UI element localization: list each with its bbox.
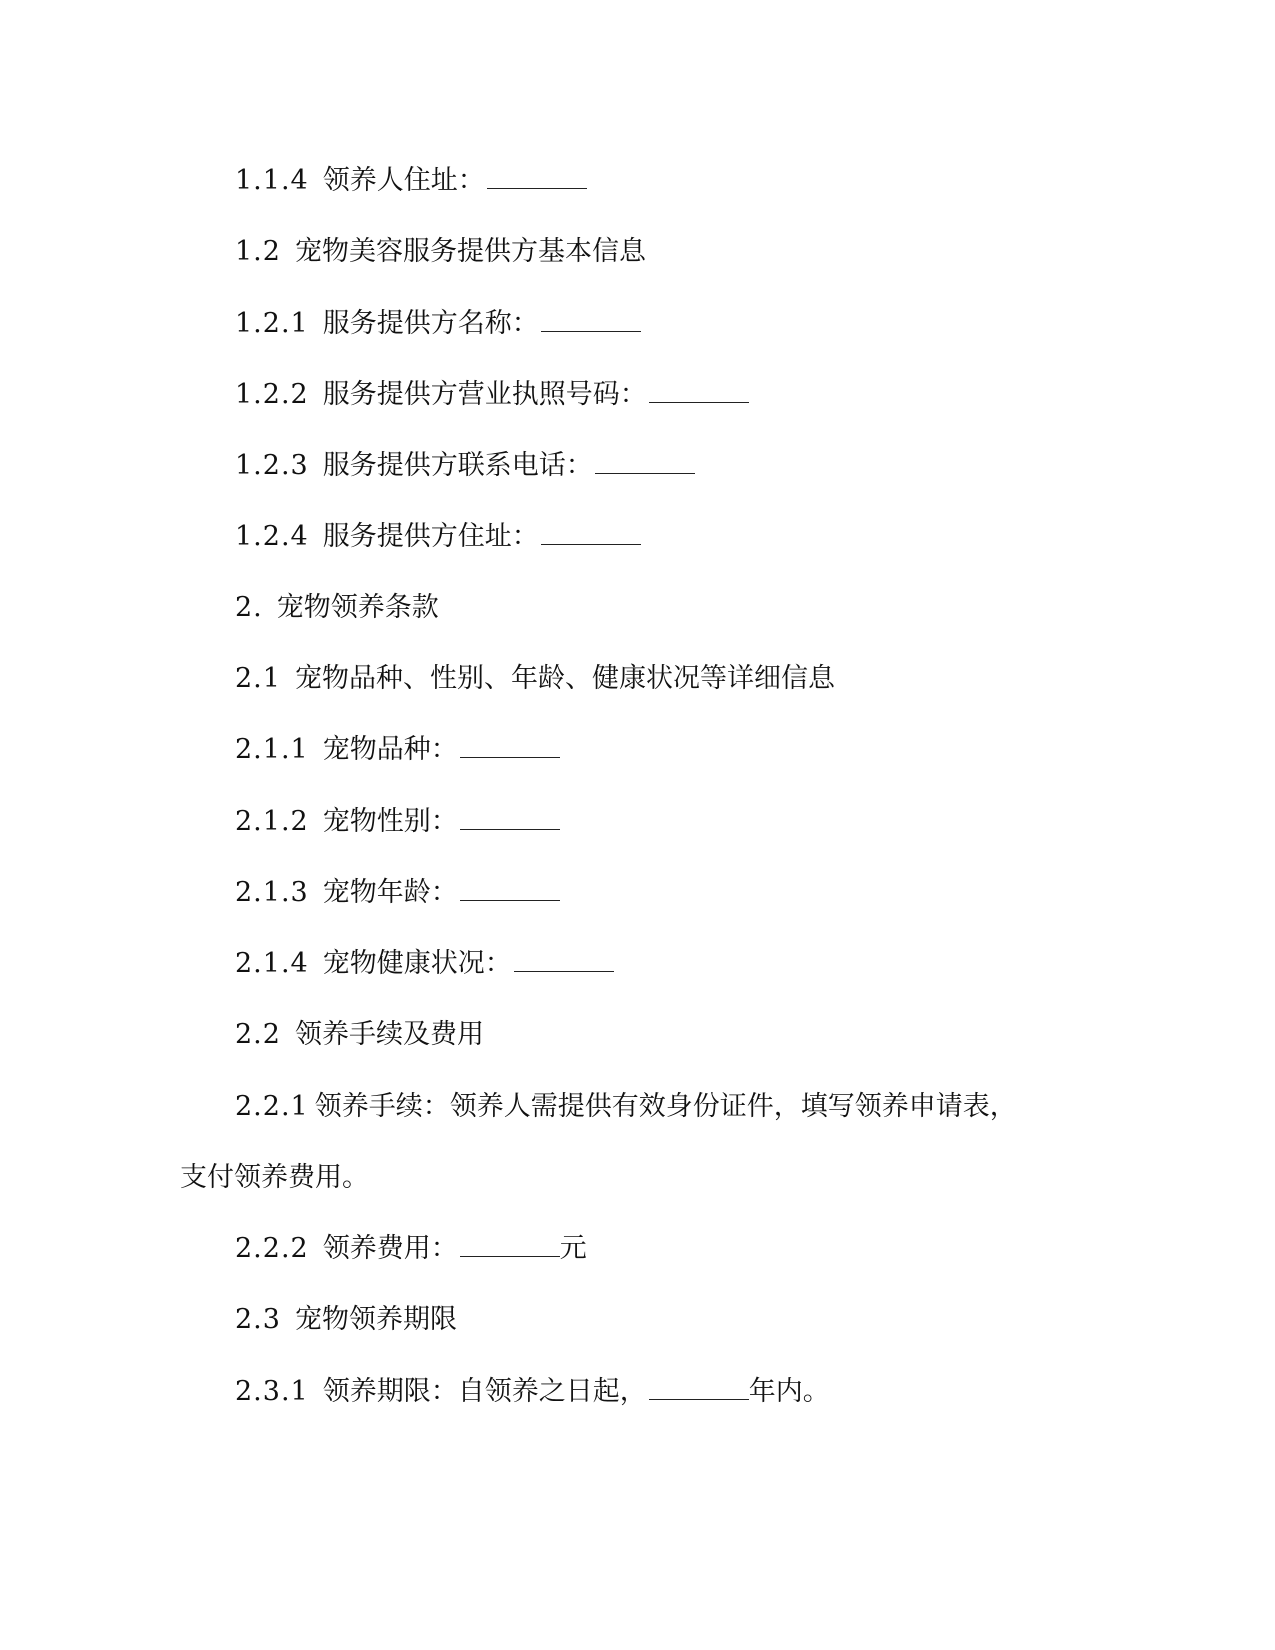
clause-heading: 宠物领养期限 xyxy=(294,1304,457,1335)
clause-number: 2.1.3 xyxy=(235,877,309,908)
clause-text: 宠物性别： xyxy=(322,806,458,837)
line-1-2-1 xyxy=(235,307,641,341)
clause-number: 2.1.2 xyxy=(235,806,309,837)
clause-number: 1.2.1 xyxy=(235,308,309,339)
line-1-2-3 xyxy=(235,449,695,483)
fill-blank xyxy=(514,947,614,972)
clause-number: 2.2.2 xyxy=(235,1233,309,1264)
clause-number: 2.1 xyxy=(235,663,281,694)
line-2-1-3 xyxy=(235,876,560,910)
clause-number: 2.1.4 xyxy=(235,948,309,979)
clause-text: 宠物年龄： xyxy=(322,877,458,908)
clause-number: 2.3.1 xyxy=(235,1376,309,1407)
fill-blank xyxy=(460,1232,560,1257)
fill-blank xyxy=(541,520,641,545)
clause-heading: 宠物领养条款 xyxy=(276,592,439,623)
fill-blank xyxy=(460,733,560,758)
clause-text: 服务提供方联系电话： xyxy=(322,450,593,481)
clause-heading: 宠物美容服务提供方基本信息 xyxy=(294,236,646,267)
clause-number: 1.2 xyxy=(235,236,281,267)
clause-text: 服务提供方住址： xyxy=(322,521,539,552)
clause-text: 服务提供方名称： xyxy=(322,308,539,339)
line-2-3-1 xyxy=(235,1375,830,1409)
clause-number: 1.2.2 xyxy=(235,379,309,410)
clause-number: 2.1.1 xyxy=(235,734,309,765)
clause-heading: 宠物品种、性别、年龄、健康状况等详细信息 xyxy=(294,663,835,694)
line-2-1-2 xyxy=(235,805,560,839)
clause-number: 2.2.1 xyxy=(235,1091,309,1122)
line-1-2 xyxy=(235,235,646,269)
fill-blank xyxy=(595,449,695,474)
clause-number: 1.2.4 xyxy=(235,521,309,552)
fill-blank xyxy=(649,378,749,403)
clause-text: 宠物品种： xyxy=(322,734,458,765)
clause-text: 服务提供方营业执照号码： xyxy=(322,379,647,410)
line-2-2 xyxy=(235,1018,484,1052)
fill-blank xyxy=(487,164,587,189)
clause-text: 领养期限：自领养之日起， xyxy=(322,1376,647,1407)
line-2-3 xyxy=(235,1303,457,1337)
clause-text: 支付领养费用。 xyxy=(180,1162,369,1193)
fill-blank xyxy=(649,1375,749,1400)
fill-blank xyxy=(460,876,560,901)
line-2-2-2 xyxy=(235,1232,587,1266)
clause-number: 1.2.3 xyxy=(235,450,309,481)
clause-text: 领养手续：领养人需提供有效身份证件，填写领养申请表， xyxy=(314,1091,1017,1122)
line-1-1-4 xyxy=(235,164,587,198)
clause-suffix: 元 xyxy=(559,1233,587,1264)
clause-number: 2.2 xyxy=(235,1019,281,1050)
line-2-1-1 xyxy=(235,733,560,767)
line-2-1-4 xyxy=(235,947,614,981)
fill-blank xyxy=(541,307,641,332)
clause-heading: 领养手续及费用 xyxy=(294,1019,484,1050)
line-2 xyxy=(235,591,439,625)
clause-text: 领养费用： xyxy=(322,1233,458,1264)
clause-text: 领养人住址： xyxy=(322,165,485,196)
line-2-1 xyxy=(235,662,835,696)
clause-number: 1.1.4 xyxy=(235,165,309,196)
clause-number: 2. xyxy=(235,592,263,623)
clause-number: 2.3 xyxy=(235,1304,281,1335)
fill-blank xyxy=(460,805,560,830)
clause-text: 宠物健康状况： xyxy=(322,948,512,979)
line-2-2-1 xyxy=(235,1090,1017,1124)
line-2-2-1-continued xyxy=(180,1161,369,1195)
line-1-2-2 xyxy=(235,378,749,412)
line-1-2-4 xyxy=(235,520,641,554)
clause-suffix: 年内。 xyxy=(748,1376,830,1407)
